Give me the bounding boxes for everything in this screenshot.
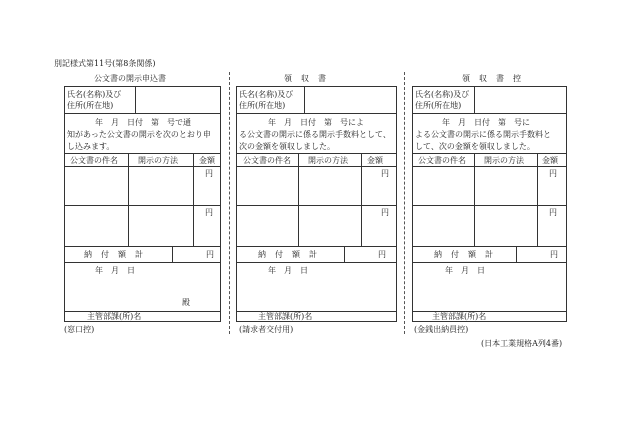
col-amount: 金額 [367, 156, 383, 165]
yen-unit: 円 [549, 208, 557, 217]
total-label: 納付額計 [434, 250, 502, 259]
col-document-name: 公文書の件名 [70, 156, 118, 165]
yen-unit: 円 [381, 169, 389, 178]
yen-unit: 円 [205, 208, 213, 217]
notice-date-line: 年 月 日付 第 号に [442, 118, 530, 127]
col-amount: 金額 [542, 156, 558, 165]
cut-line-right [404, 72, 405, 334]
cut-line-left [229, 72, 230, 334]
receipt-date: 年 月 日 [268, 266, 308, 275]
form-label: 別記様式第11号(第8条関係) [54, 59, 156, 68]
name-label: 氏名(名称)及び [239, 90, 294, 99]
total-label: 納付額計 [84, 250, 152, 259]
application-title: 公文書の開示申込書 [94, 74, 166, 83]
receipt-date: 年 月 日 [445, 266, 485, 275]
department-label: 主管部課(所)名 [258, 312, 313, 321]
col-document-name: 公文書の件名 [243, 156, 291, 165]
col-disclosure-method: 開示の方法 [484, 156, 524, 165]
body-text-line: る公文書の開示に係る開示手数料として、 [239, 130, 391, 139]
yen-unit: 円 [206, 250, 214, 259]
body-text-line: し込みます。 [67, 142, 115, 151]
name-label: 氏名(名称)及び [67, 90, 122, 99]
yen-unit: 円 [205, 169, 213, 178]
footer-copy-label: (窓口控) [64, 325, 95, 334]
footer-copy-label: (請求者交付用) [239, 325, 294, 334]
col-disclosure-method: 開示の方法 [308, 156, 348, 165]
yen-unit: 円 [378, 250, 386, 259]
honorific: 殿 [182, 298, 190, 307]
receipt-stub-title: 領収書控 [462, 74, 530, 83]
department-label: 主管部課(所)名 [87, 312, 142, 321]
body-text-line: よる公文書の開示に係る開示手数料と [415, 130, 551, 139]
address-label: 住所(所在地) [239, 101, 286, 110]
notice-date-line: 年 月 日付 第 号で通 [95, 118, 191, 127]
footer-copy-label: (金銭出納員控) [414, 325, 469, 334]
yen-unit: 円 [549, 169, 557, 178]
address-label: 住所(所在地) [415, 101, 462, 110]
paper-standard-note: (日本工業規格A列4番) [481, 339, 563, 348]
name-label: 氏名(名称)及び [415, 90, 470, 99]
total-label: 納付額計 [258, 250, 326, 259]
col-document-name: 公文書の件名 [418, 156, 466, 165]
notice-date-line: 年 月 日付 第 号によ [268, 118, 364, 127]
receipt-title: 領収書 [284, 74, 335, 83]
col-disclosure-method: 開示の方法 [138, 156, 178, 165]
receipt-date: 年 月 日 [95, 266, 135, 275]
body-text-line: 次の金額を領収しました。 [239, 142, 335, 151]
body-text-line: 知があった公文書の開示を次のとおり申 [67, 130, 211, 139]
yen-unit: 円 [550, 250, 558, 259]
yen-unit: 円 [381, 208, 389, 217]
department-label: 主管部課(所)名 [432, 312, 487, 321]
body-text-line: して、次の金額を領収しました。 [415, 142, 535, 151]
col-amount: 金額 [199, 156, 215, 165]
address-label: 住所(所在地) [67, 101, 114, 110]
